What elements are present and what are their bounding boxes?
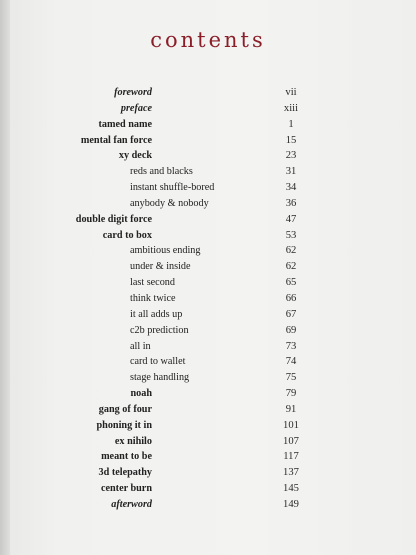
toc-entry (0, 101, 416, 117)
toc-subentry (0, 243, 416, 259)
toc-entry-title: instant shuffle-bored (130, 182, 215, 194)
toc-entry-title: mental fan force (80, 134, 152, 146)
toc-page-number: 117 (283, 451, 299, 463)
toc-page-number: 73 (285, 340, 297, 352)
toc-page-number: 53 (285, 229, 297, 241)
toc-page-number: 107 (283, 435, 299, 447)
toc-page-number: 149 (283, 498, 299, 510)
toc-page-number: 75 (285, 372, 297, 384)
toc-page-number: 66 (285, 292, 297, 304)
toc-subentry (0, 196, 416, 212)
toc-entry-title: last second (130, 277, 175, 289)
toc-entry (0, 418, 416, 434)
toc-page-number: 62 (285, 245, 297, 257)
toc-entry-title: afterword (111, 498, 152, 510)
toc-page-number: 34 (285, 182, 297, 194)
toc-entry (0, 85, 416, 101)
toc-subentry (0, 307, 416, 323)
toc-page-number: 67 (285, 308, 297, 320)
toc-subentry (0, 164, 416, 180)
toc-subentry (0, 259, 416, 275)
toc-page-number: 47 (285, 213, 297, 225)
toc-entry-title: c2b prediction (130, 324, 189, 336)
toc-entry (0, 497, 416, 513)
toc-page-number: 91 (285, 403, 297, 415)
toc-entry-title: xy deck (118, 150, 152, 162)
toc-entry-title: card to wallet (130, 356, 186, 368)
toc-entry (0, 402, 416, 418)
toc-page-number: 69 (285, 324, 297, 336)
toc-page-number: 74 (285, 356, 297, 368)
table-of-contents (0, 85, 416, 513)
toc-page-number: 23 (285, 150, 297, 162)
toc-entry (0, 228, 416, 244)
toc-entry-title: it all adds up (130, 308, 183, 320)
toc-entry (0, 148, 416, 164)
toc-entry-title: preface (120, 102, 152, 114)
toc-page-number: 31 (285, 166, 297, 178)
toc-entry-title: ambitious ending (130, 245, 201, 257)
toc-entry-title: reds and blacks (130, 166, 193, 178)
toc-entry (0, 117, 416, 133)
toc-entry-title: center burn (100, 483, 152, 495)
toc-entry-title: card to box (102, 229, 152, 241)
toc-subentry (0, 354, 416, 370)
toc-subentry (0, 291, 416, 307)
toc-subentry (0, 275, 416, 291)
toc-entry (0, 386, 416, 402)
toc-entry (0, 465, 416, 481)
toc-entry (0, 449, 416, 465)
toc-entry-title: tamed name (98, 118, 152, 130)
toc-page-number: xiii (283, 102, 299, 114)
toc-page-number: 65 (285, 277, 297, 289)
toc-entry-title: stage handling (130, 372, 190, 384)
toc-entry-title: phoning it in (96, 419, 152, 431)
toc-entry-title: under & inside (130, 261, 191, 273)
toc-page-number: vii (285, 87, 297, 98)
toc-entry-title: 3d telepathy (98, 467, 152, 479)
toc-page-number: 62 (285, 261, 297, 273)
toc-page-number: 101 (283, 419, 299, 431)
toc-entry (0, 133, 416, 149)
toc-page-number: 36 (285, 197, 297, 209)
toc-page-number: 137 (283, 467, 299, 479)
toc-entry (0, 212, 416, 228)
toc-entry-title: anybody & nobody (130, 197, 209, 209)
toc-entry-title: double digit force (75, 213, 152, 225)
page-title: contents (150, 28, 266, 52)
toc-entry-title: gang of four (98, 403, 152, 415)
toc-page-number: 145 (283, 483, 299, 495)
toc-page-number: 15 (285, 134, 297, 146)
toc-entry-title: noah (130, 388, 152, 400)
toc-subentry (0, 323, 416, 339)
toc-entry-title: meant to be (101, 451, 152, 463)
toc-entry (0, 434, 416, 450)
toc-page-number: 1 (288, 118, 294, 130)
toc-entry-title: think twice (130, 292, 176, 304)
toc-subentry (0, 339, 416, 355)
toc-entry-title: ex nihilo (114, 435, 152, 447)
toc-entry-title: all in (130, 340, 151, 352)
toc-entry (0, 481, 416, 497)
toc-page-number: 79 (285, 388, 297, 400)
toc-entry-title: foreword (114, 87, 152, 98)
toc-subentry (0, 180, 416, 196)
toc-subentry (0, 370, 416, 386)
